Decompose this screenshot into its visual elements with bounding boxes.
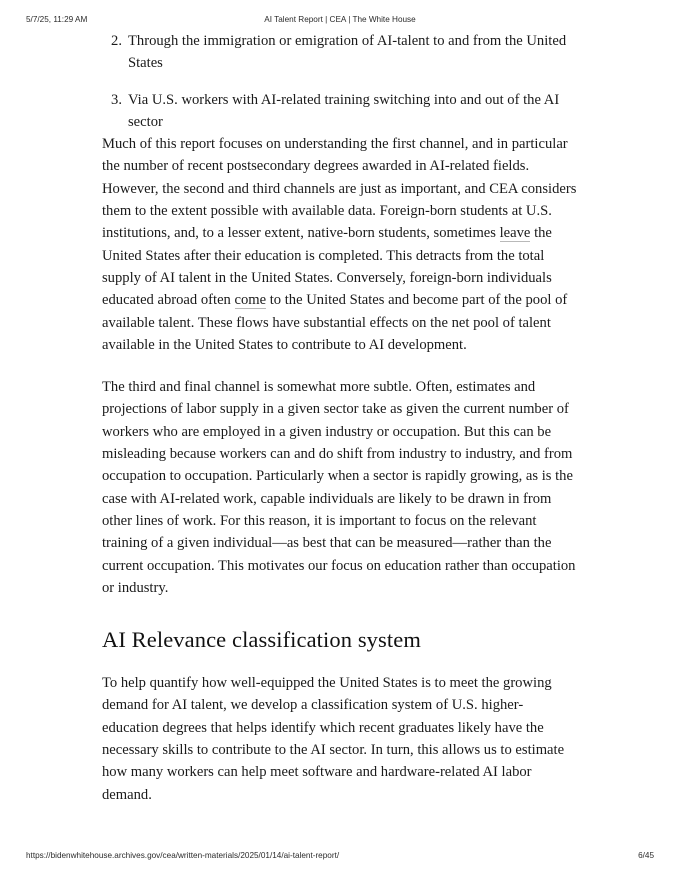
link-leave[interactable]: leave [499, 225, 531, 242]
print-footer [0, 850, 680, 864]
paragraph-channels-overview [102, 133, 579, 356]
channel-list [102, 30, 579, 133]
list-item [111, 30, 579, 75]
print-header [0, 14, 680, 28]
paragraph-classification-intro: To help quantify how well-equipped the United States is to meet the growing demand for AI talent, we develop a classification system of U.S. higher-education degrees that helps identify which recent graduates likely have the necessary skills to contribute to the AI sector. In turn, this allows us to estimate how many workers can help meet software and hardware-related AI labor demand. [102, 675, 565, 803]
paragraph-text-segment: Much of this report focuses on understanding the first channel, and in particular the number of recent postsecondary degrees awarded in AI-related fields. However, the second and third channels are just as important, and CEA considers them to the extent possible with available data. Foreign-born students at U.S. institutions, and, to a lesser extent, native-born students, sometimes [102, 136, 577, 242]
print-header-title: AI Talent Report | CEA | The White House [264, 15, 416, 24]
print-header-date: 5/7/25, 11:29 AM [26, 15, 88, 24]
paragraph-text-segment: the United States after their education is completed. This detracts from the total supply of AI talent in the United States. Conversely, foreign-born individuals educated abroad often [102, 225, 552, 309]
list-item [111, 89, 579, 134]
list-item-label: Via U.S. workers with AI-related training switching into and out of the AI sector [128, 91, 560, 130]
print-footer-url: https://bidenwhitehouse.archives.gov/cea/written-materials/2025/01/14/ai-talent-report/ [26, 851, 340, 860]
list-item-label: Through the immigration or emigration of AI-talent to and from the United States [128, 33, 567, 72]
paragraph-third-channel: The third and final channel is somewhat more subtle. Often, estimates and projections of labor supply in a given sector take as given the current number of workers who are employed in a given industry or occupation. But this can be misleading because workers can and do shift from industry to industry, and from occupation to occupation. Particularly when a sector is rapidly growing, as is the case with AI-related work, capable individuals are likely to be drawn in from other lines of work. For this reason, it is important to focus on the relevant training of a given individual—as best that can be measured—rather than the current occupation. This motivates our focus on education rather than occupation or industry. [102, 379, 576, 596]
print-footer-page-number: 6/45 [638, 851, 654, 860]
list-item-number: 3. [111, 91, 122, 108]
link-come[interactable]: come [234, 292, 267, 309]
list-item-number: 2. [111, 33, 122, 49]
paragraph-text-segment: to the United States and become part of the pool of available talent. These flows have substantial effects on the net pool of talent available in the United States to contribute to AI development. [102, 292, 568, 353]
page-content [102, 30, 579, 806]
page-title: AI Relevance classification system [102, 627, 421, 653]
